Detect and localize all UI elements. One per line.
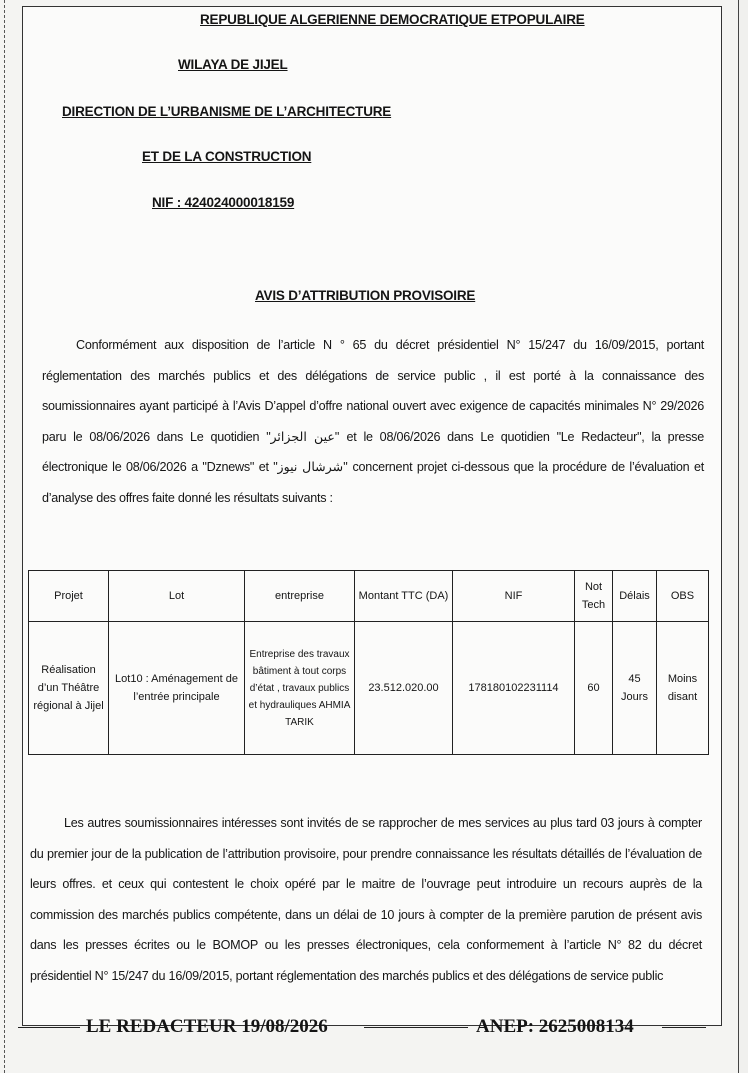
col-header-obs: OBS <box>657 571 709 622</box>
footer-rule-left <box>18 1027 80 1028</box>
intro-paragraph <box>42 330 704 513</box>
cell-delais: 45 Jours <box>613 622 657 755</box>
col-header-not-tech: Not Tech <box>575 571 613 622</box>
cell-not-tech: 60 <box>575 622 613 755</box>
closing-text: Les autres soumissionnaires intéresses sont invités de se rapprocher de mes services au plus tard 03 jours à compter du premier jour de la publication de l’attribution provisoire, pour prendre connaissance les résultats détaillés de l’évaluation de leurs offres. et ceux qui contestent le choix opéré par le maitre de l’ouvrage peut introduire un recours auprès de la commission des marchés publics compétente, dans un délai de 10 jours à compter de la première parution de présent avis dans les presses écrites ou le BOMOP ou les presses électroniques, cela conformement à l’article N° 82 du décret présidentiel N° 15/247 du 16/09/2015, portant réglementation des marchés publics et des délégations de service public <box>30 816 702 983</box>
footer-anep: ANEP: 2625008134 <box>476 1016 634 1037</box>
cell-nif: 178180102231114 <box>453 622 575 755</box>
header-nif: NIF : 424024000018159 <box>152 195 295 210</box>
closing-paragraph <box>30 808 702 991</box>
notice-title: AVIS D’ATTRIBUTION PROVISOIRE <box>255 288 476 303</box>
col-header-delais: Délais <box>613 571 657 622</box>
scan-border-left <box>4 0 6 1073</box>
header-wilaya: WILAYA DE JIJEL <box>178 57 288 72</box>
footer-rule-middle <box>364 1027 468 1028</box>
footer-rule-right <box>662 1027 706 1028</box>
header-construction: ET DE LA CONSTRUCTION <box>142 149 312 164</box>
results-table <box>28 570 709 755</box>
col-header-lot: Lot <box>109 571 245 622</box>
header-republic: REPUBLIQUE ALGERIENNE DEMOCRATIQUE ETPOPULAIRE <box>200 12 585 27</box>
col-header-montant: Montant TTC (DA) <box>355 571 453 622</box>
intro-text: Conformément aux disposition de l’article N ° 65 du décret présidentiel N° 15/247 du 16/09/2015, portant réglementation des marchés publics et des délégations de service public , il est porté à la connaissance des soumissionnaires ayant participé à l’Avis D’appel d’offre national ouvert avec exigence de capacités minimales N° 29/2026 paru le 08/06/2026 dans Le quotidien "عين الجزائر" et le 08/06/2026 dans Le quotidien "Le Redacteur", la presse électronique le 08/06/2026 a "Dznews" et "شرشال نيوز" concernent projet ci-dessous que la procédure de l’évaluation et d’analyse des offres faite donné les résultats suivants : <box>42 338 704 505</box>
scan-border-right <box>738 0 748 1073</box>
col-header-projet: Projet <box>29 571 109 622</box>
cell-obs: Moins disant <box>657 622 709 755</box>
cell-projet: Réalisation d’un Théâtre régional à Jijel <box>29 622 109 755</box>
header-direction: DIRECTION DE L’URBANISME DE L’ARCHITECTURE <box>62 104 392 119</box>
cell-montant: 23.512.020.00 <box>355 622 453 755</box>
table-row <box>29 622 709 755</box>
table-header-row <box>29 571 709 622</box>
cell-entreprise: Entreprise des travaux bâtiment à tout corps d’état , travaux publics et hydrauliques AHMIA TARIK <box>245 622 355 755</box>
col-header-entreprise: entreprise <box>245 571 355 622</box>
col-header-nif: NIF <box>453 571 575 622</box>
footer-publisher: LE REDACTEUR 19/08/2026 <box>86 1016 328 1037</box>
cell-lot: Lot10 : Aménagement de l’entrée principale <box>109 622 245 755</box>
